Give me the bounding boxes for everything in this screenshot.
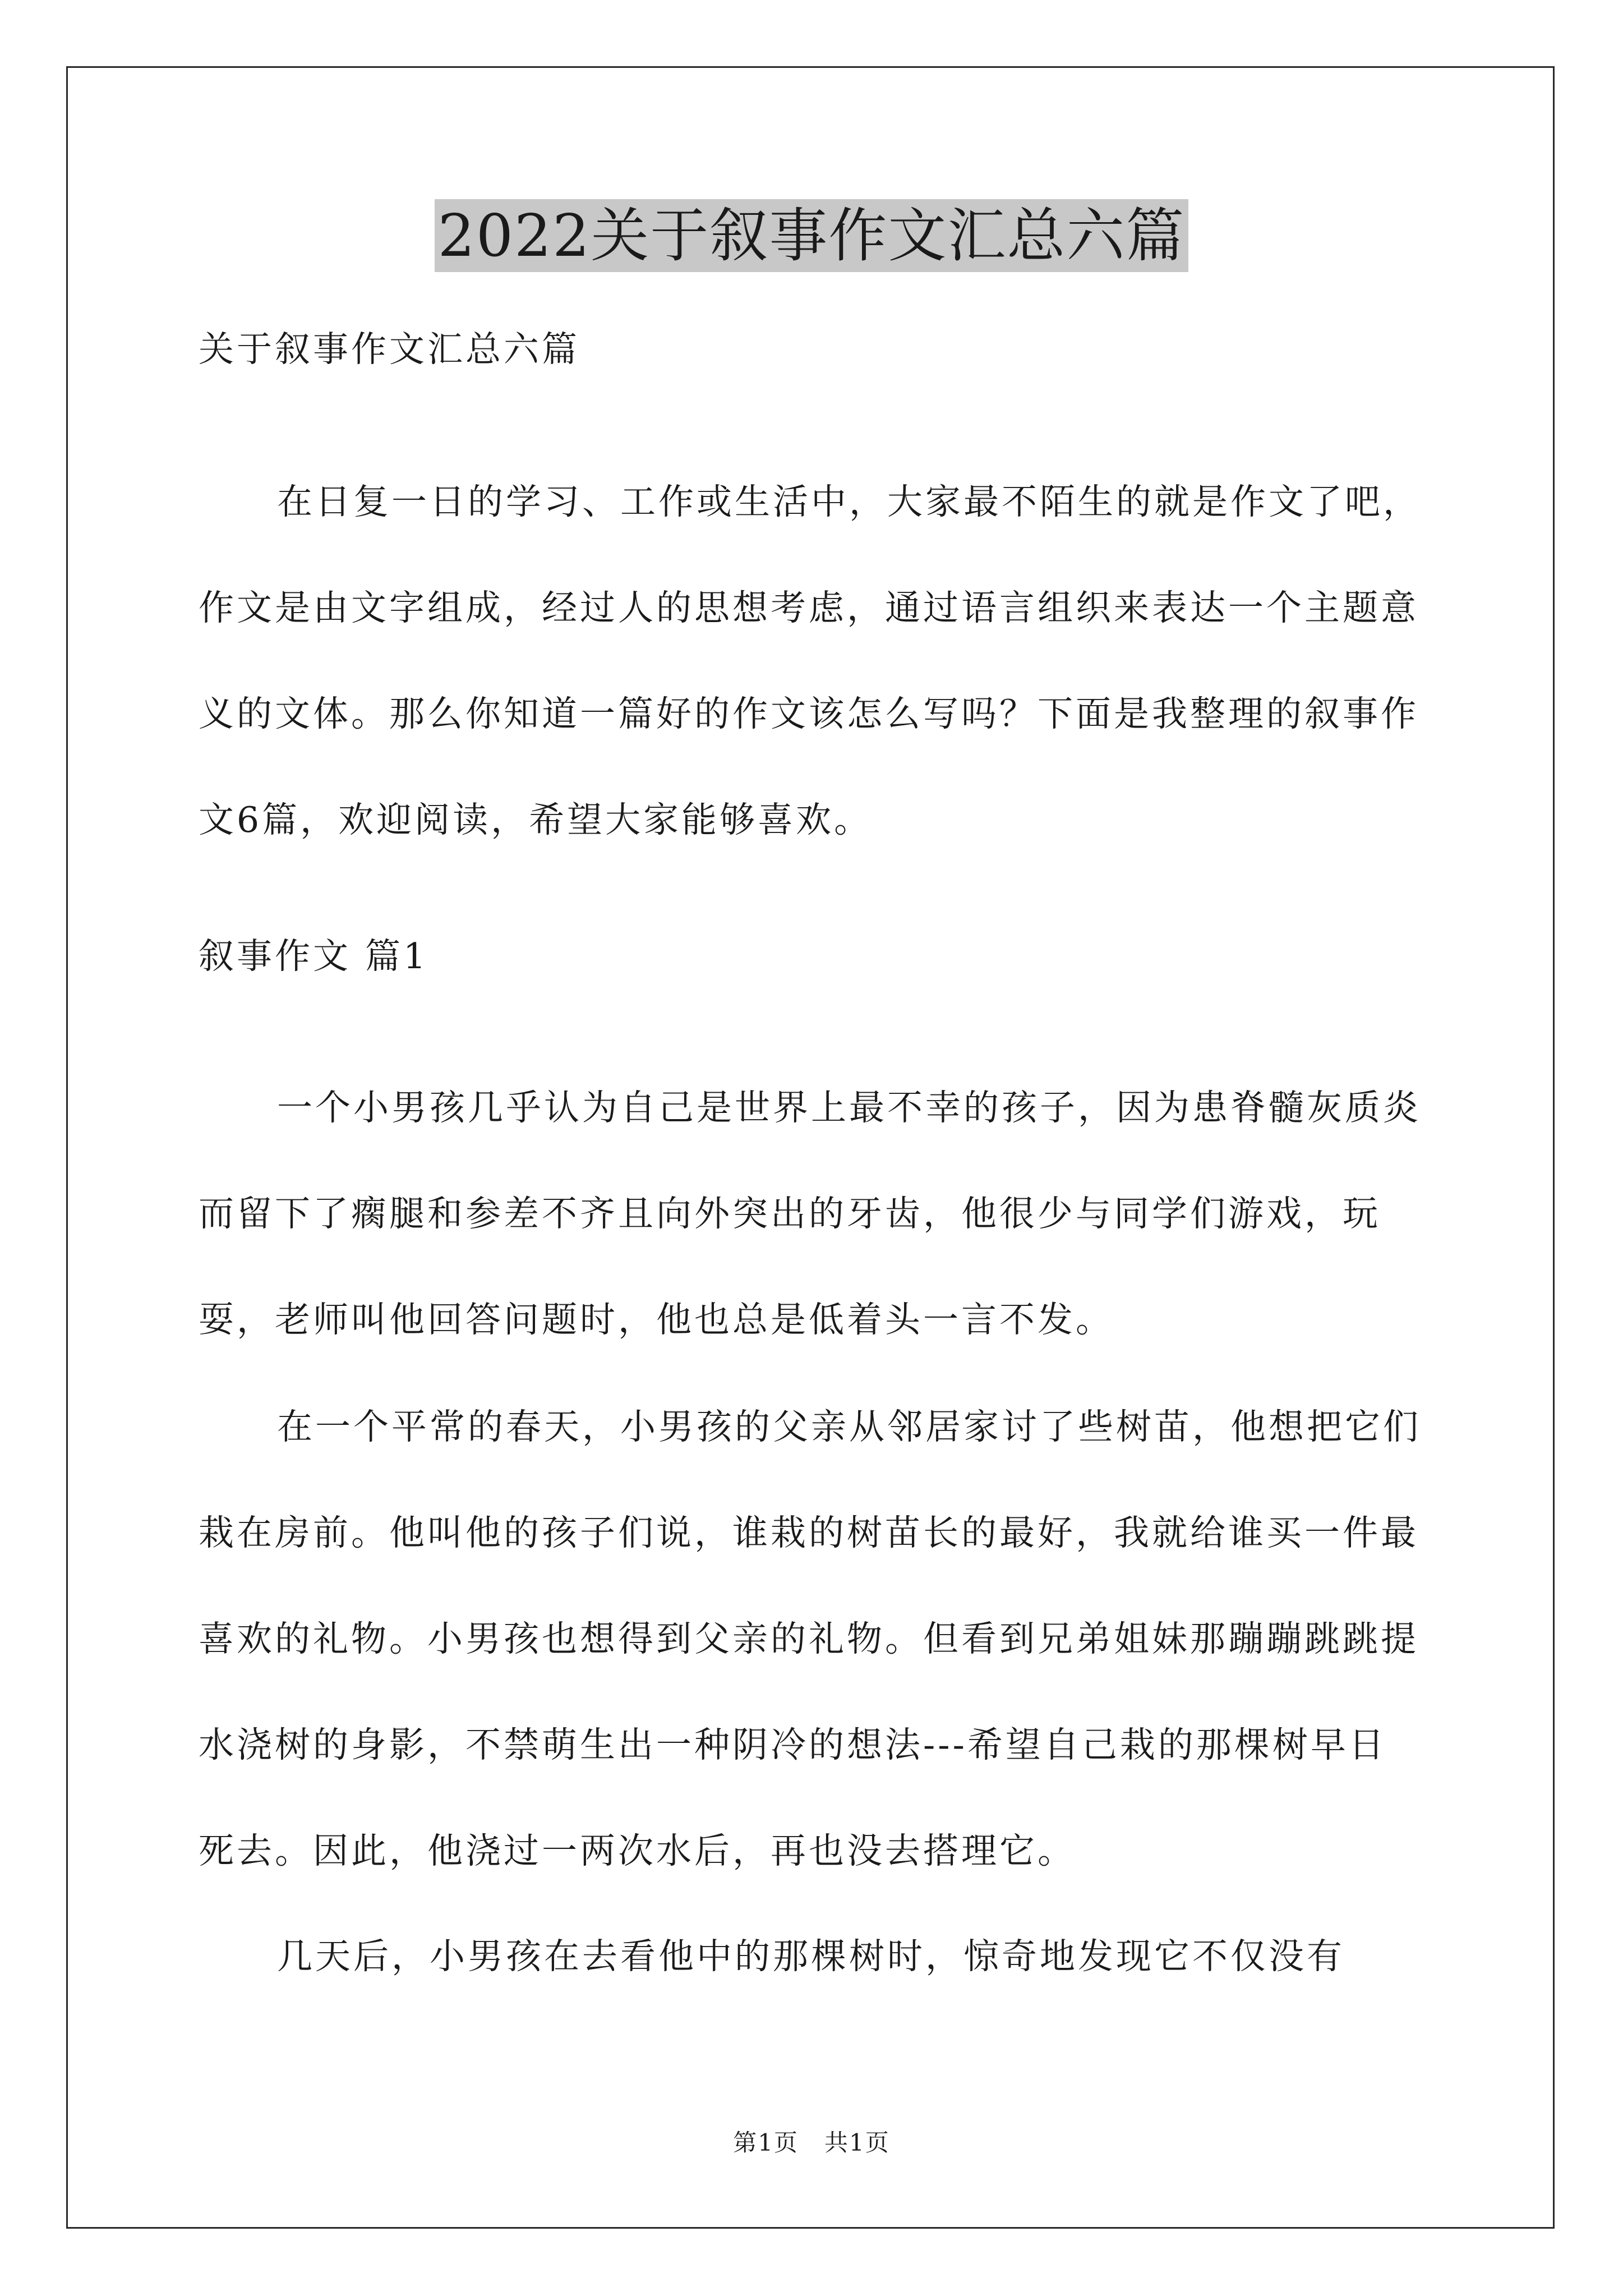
document-title-text: 2022关于叙事作文汇总六篇 — [435, 199, 1189, 272]
section-heading: 叙事作文 篇1 — [199, 936, 429, 977]
page-footer — [0, 2126, 1623, 2160]
body-paragraph: 一个小男孩几乎认为自己是世界上最不幸的孩子，因为患脊髓灰质炎而留下了瘸腿和参差不齐且向外突出的牙齿，他很少与同学们游戏，玩耍，老师叫他回答问题时，他也总是低着头一言不发。 — [199, 1087, 1421, 1340]
intro-paragraph: 在日复一日的学习、工作或生活中，大家最不陌生的就是作文了吧，作文是由文字组成，经过人的思想考虑，通过语言组织来表达一个主题意义的文体。那么你知道一篇好的作文该怎么写吗？下面是我整理的叙事作文6篇，欢迎阅读，希望大家能够喜欢。 — [199, 481, 1421, 840]
document-title — [0, 196, 1623, 275]
page-number: 第1页 — [733, 2129, 799, 2156]
document-subtitle: 关于叙事作文汇总六篇 — [199, 329, 580, 370]
page-total: 共1页 — [824, 2129, 890, 2156]
body-paragraph: 在一个平常的春天，小男孩的父亲从邻居家讨了些树苗，他想把它们栽在房前。他叫他的孩子们说，谁栽的树苗长的最好，我就给谁买一件最喜欢的礼物。小男孩也想得到父亲的礼物。但看到兄弟姐妹那蹦蹦跳跳提水浇树的身影，不禁萌生出一种阴冷的想法---希望自己栽的那棵树早日死去。因此，他浇过一两次水后，再也没去搭理它。 — [199, 1406, 1421, 1871]
body-paragraph: 几天后，小男孩在去看他中的那棵树时，惊奇地发现它不仅没有 — [277, 1936, 1345, 1977]
